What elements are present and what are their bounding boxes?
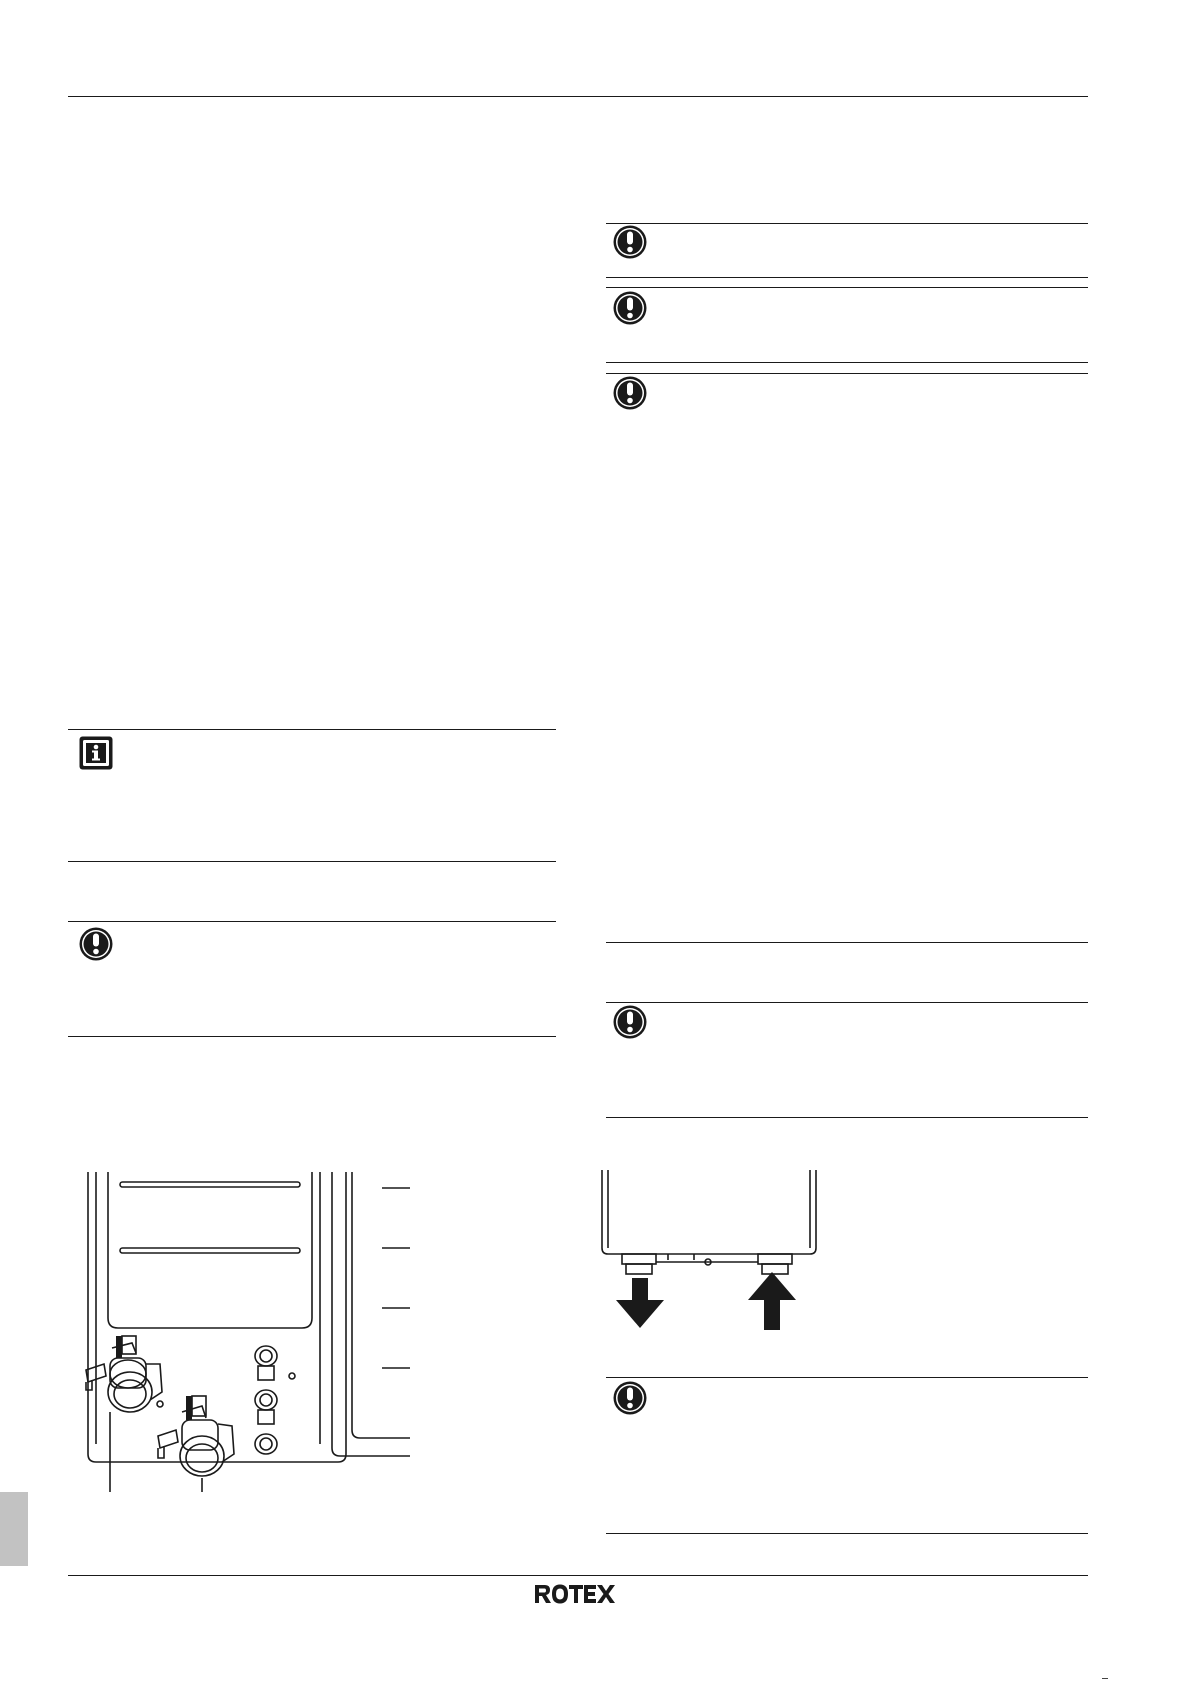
arrow-down-icon bbox=[616, 1278, 664, 1328]
warning-exclamation-icon bbox=[612, 1380, 648, 1416]
warning-exclamation-icon bbox=[612, 375, 648, 411]
warning-notice-right-2-bottom-rule bbox=[606, 362, 1088, 363]
header-rule bbox=[68, 96, 1088, 97]
info-notice-top-rule bbox=[68, 729, 556, 730]
warning-exclamation-icon bbox=[612, 1004, 648, 1040]
warning-notice-right-4-top-rule bbox=[606, 1002, 1088, 1003]
rotex-logo bbox=[533, 1581, 619, 1607]
warning-notice-left-bottom-rule bbox=[68, 1036, 556, 1037]
info-icon bbox=[78, 735, 114, 771]
warning-notice-right-5-top-rule bbox=[606, 1377, 1088, 1378]
warning-notice-right-1-bottom-rule bbox=[606, 277, 1088, 278]
warning-notice-right-1-top-rule bbox=[606, 223, 1088, 224]
right-section-rule bbox=[606, 942, 1088, 943]
arrow-up-icon bbox=[748, 1272, 796, 1330]
warning-notice-right-4-bottom-rule bbox=[606, 1117, 1088, 1118]
warning-exclamation-icon bbox=[612, 224, 648, 260]
warning-notice-left-top-rule bbox=[68, 921, 556, 922]
warning-notice-right-5-bottom-rule bbox=[606, 1533, 1088, 1534]
footer-rule bbox=[68, 1575, 1088, 1576]
warning-notice-right-3-top-rule bbox=[606, 373, 1088, 374]
flow-direction-illustration bbox=[598, 1170, 828, 1336]
crop-mark bbox=[1102, 1678, 1108, 1679]
warning-notice-right-2-top-rule bbox=[606, 287, 1088, 288]
side-chapter-tab bbox=[0, 1492, 28, 1566]
info-notice-bottom-rule bbox=[68, 861, 556, 862]
warning-exclamation-icon bbox=[78, 926, 114, 962]
warning-exclamation-icon bbox=[612, 290, 648, 326]
valve-connection-illustration bbox=[70, 1168, 420, 1492]
